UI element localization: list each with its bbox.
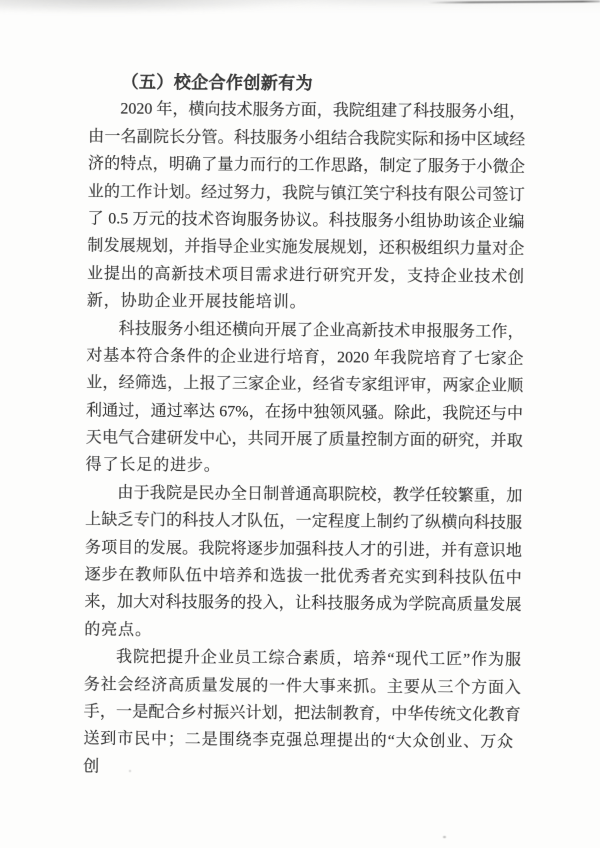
text-line: 我院把提升企业员工综合素质，培养“现代工匠”作为服 [116, 648, 522, 669]
text-line: 手，一是配合乡村振兴计划，把法制教育，中华传统文化教育 [83, 703, 521, 724]
text-line: 送到市民中；二是围绕李克强总理提出的“大众创业、万众创 [83, 730, 514, 776]
scan-speck-artifact [443, 836, 446, 838]
text-line: 务项目的发展。我院将逐步加强科技人才的引进，并有意识地 [84, 538, 522, 560]
text-line: 业提出的高新技术项目需求进行研究开发，支持企业技术创 [87, 265, 525, 286]
paragraph [85, 315, 523, 483]
text-line: 业，经筛选，上报了三家企业，经省专家组评审，两家企业顺 [86, 374, 524, 396]
text-line: 科技服务小组还横向开展了企业高新技术申报服务工作， [118, 320, 524, 341]
section-heading: （五）校企合作创新有为 [121, 72, 314, 94]
text-line: 2020 年，横向技术服务方面，我院组建了科技服务小组， [120, 100, 526, 122]
text-block [83, 68, 526, 776]
text-line: 天电气合建研发中心，共同开展了质量控制方面的研究，并取 [85, 429, 523, 450]
paragraph [87, 96, 526, 319]
text-line: 务社会经济高质量发展的一件大事来抓。主要从三个方面入 [83, 675, 521, 697]
text-line: 由一名副院长分管。科技服务小组结合我院实际和扬中区域经 [88, 128, 526, 149]
text-line: 上缺乏专门的科技人才队伍，一定程度上制约了纵横向科技服 [85, 511, 523, 532]
text-line: 来，加大对科技服务的投入，让科技服务成为学院高质量发展 [84, 593, 522, 615]
text-line: 业的工作计划。经过努力，我院与镇江笑宁科技有限公司签订 [87, 182, 525, 204]
text-line: 了 0.5 万元的技术咨询服务协议。科技服务小组协助该企业编 [87, 210, 525, 231]
paragraph [83, 643, 522, 776]
text-line: 济的特点，明确了量力而行的工作思路，制定了服务于小微企 [87, 155, 525, 176]
text-line: 制发展规划，并指导企业实施发展规划，还积极组织力量对企 [87, 237, 525, 259]
text-line: 逐步在教师队伍中培养和选拔一批优秀者充实到科技队伍中 [84, 566, 522, 587]
paragraph [84, 479, 522, 647]
text-line: 新，协助企业开展技能培训。 [86, 292, 307, 312]
text-line: 的亮点。 [84, 621, 152, 639]
text-line: 由于我院是民办全日制普通高职院校，教学任较繁重，加 [117, 484, 523, 505]
text-line: 对基本符合条件的企业进行培育，2020 年我院培育了七家企 [86, 347, 524, 368]
text-line: 得了长足的进步。 [85, 456, 221, 475]
text-line: 利通过，通过率达 67%，在扬中独领风骚。除此，我院还与中 [85, 401, 524, 423]
paragraphs-container [83, 96, 526, 776]
scan-speck-artifact [129, 770, 131, 772]
